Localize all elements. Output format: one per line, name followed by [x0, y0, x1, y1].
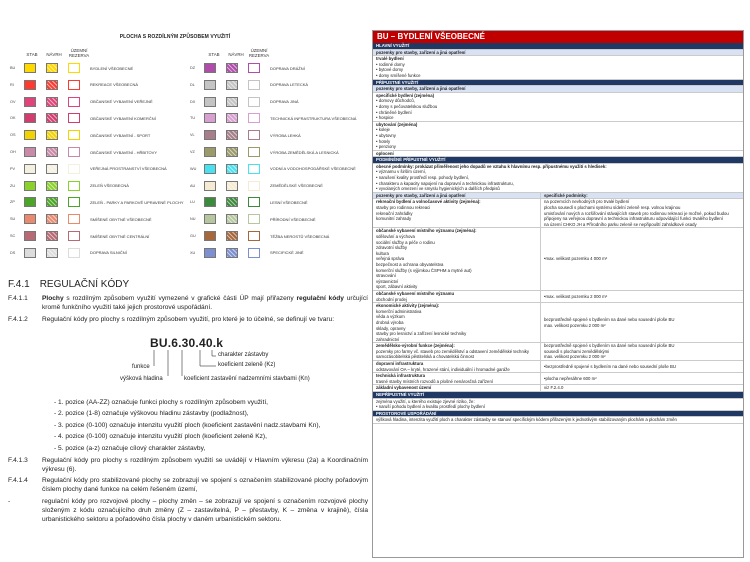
legend-swatch-rezerva: [68, 97, 80, 107]
legend-row-vz: [190, 146, 339, 158]
paragraph-text: Regulační kódy pro stabilizované plochy se zobrazují ve spojení s označením stabilizované plochy pořadovým číslem plochy dané funkce na celém řešeném území,: [42, 477, 368, 493]
legend-code: DL: [190, 82, 195, 87]
legend-row-zp: [10, 196, 184, 208]
legend-code: DS: [10, 250, 16, 255]
legend-swatch-stab: [204, 113, 216, 123]
legend-swatch-stab: [24, 164, 36, 174]
legend-swatch-navrh: [226, 147, 238, 157]
legend-label: DOPRAVA LETECKÁ: [270, 82, 309, 88]
label-funkce: funkce: [132, 364, 150, 370]
legend-swatch-rezerva: [248, 97, 260, 107]
paragraph-text: Regulační kódy pro plochy s rozdílným způsobem využití, pro které je to účelné, se definují ve tvaru:: [42, 316, 335, 323]
legend-swatch-rezerva: [68, 231, 80, 241]
list-item: • koleje: [376, 127, 740, 133]
legend-head-navrh: NÁVRH: [46, 52, 62, 57]
list-item: • domovy důchodců,: [376, 98, 740, 104]
legend-swatch-navrh: [46, 197, 58, 207]
legend-row-dx: [190, 96, 299, 108]
legend-code: SC: [10, 234, 16, 238]
legend-row-su: [10, 213, 152, 225]
list-item: • naruší pohodu bydlení a kvalitu prostředí plochy bydlení: [376, 404, 740, 410]
position-item: - 4. pozice (0-100) označuje intenzitu využití ploch (koeficient zeleně Kz),: [54, 433, 267, 441]
paragraph-number: F.4.1.1: [8, 295, 28, 302]
legend-swatch-stab: [204, 181, 216, 191]
row-obcanske-1: občanské vybavení místního významu (zejména): sdělování a výchova sociální služby a péče o rodinu zdravotní služby kultura veřejná správa bezpečnost a ochrana obyvatelstva komerční služby (s výjimkou ČSPHM a mytné aut) stravování výstavnictví sport, zábavní aktivity • max. velikost pozemku 4 000 m²: [373, 228, 743, 291]
legend-swatch-stab: [24, 113, 36, 123]
label-kn: koeficient zastavění nadzemními stavbami (Kn): [184, 376, 310, 382]
list-item: rekreační zahrádky: [376, 210, 413, 216]
legend-row-xu: [190, 247, 304, 259]
list-item: odstavování OA – kryté, hrazené stání, individuální i hromadné garáže: [376, 366, 510, 372]
list-item: max. velikost pozemku 2 000 m²: [544, 354, 606, 360]
list-item: obchodní prodej: [376, 296, 407, 302]
row-ekonomicke: ekonomické aktivity (zejména): komerční administrativa věda a výzkum drobná výroba sklady, opravny stavby pro lesnictví a zařízení lesnické techniky zahradnictví bezprostředně spojené s bydlením na dané nebo sousední ploše BU max. velikost pozemku 2 000 m²: [373, 303, 743, 343]
legend-swatch-navrh: [46, 113, 58, 123]
row-pripustne: PŘÍPUSTNÉ VYUŽITÍ: [373, 80, 743, 87]
list-item: • chráněné bydlení: [376, 110, 740, 116]
list-item: sklady, opravny: [376, 325, 406, 331]
list-item: trasné stavby místních rozvodů a plošné nenárosčná zařízení: [376, 378, 494, 384]
legend-swatch-rezerva: [68, 113, 80, 123]
paragraph-dash: [8, 497, 368, 527]
legend-row-bu: [10, 62, 133, 74]
row-pozemky-2: pozemky pro stavby, zařízení a jiná opatření: [373, 86, 743, 93]
paragraph-number: F.4.1.2: [8, 316, 28, 323]
legend-code: OV: [10, 99, 16, 104]
legend-swatch-navrh: [46, 147, 58, 157]
legend-title: PLOCHA S ROZDÍLNÝM ZPŮSOBEM VYUŽITÍ: [119, 34, 231, 40]
list-item: • narušení kvality prostředí resp. pohody bydlení,: [376, 175, 740, 181]
legend-label: SMÍŠENÉ OBYTNÉ VŠEOBECNÉ: [90, 216, 152, 222]
legend-head-navrh-2: NÁVRH: [228, 52, 244, 57]
legend-label: DOPRAVA DRÁŽNÍ: [270, 65, 305, 71]
legend-row-oh: [10, 146, 157, 158]
paragraph-f412: [8, 315, 368, 327]
row-spec: specifické bydlení (zejména) • domovy důchodců, • domy s pečovatelskou službou • chráněné bydlení • hospice: [373, 93, 743, 122]
legend-code: XU: [190, 250, 196, 255]
legend-swatch-stab: [24, 80, 36, 90]
legend-swatch-stab: [204, 147, 216, 157]
legend-swatch-navrh: [226, 130, 238, 140]
legend-row-dl: [190, 79, 308, 91]
list-item: samozásobitelská pěstitelská a chovatelská činnost: [376, 354, 474, 360]
paragraph-number: F.4.1.4: [8, 477, 28, 484]
legend-swatch-rezerva: [248, 80, 260, 90]
legend-swatch-rezerva: [68, 164, 80, 174]
paragraph-text: Regulační kódy pro plochy s rozdílným způsobem využití se uvádějí v Hlavním výkresu (2a) a Koordinačním výkresu (6).: [42, 457, 368, 473]
legend-row-ds: [10, 247, 127, 259]
legend-label: ZELEŇ - PARKY A PARKOVĚ UPRAVENÉ PLOCHY: [90, 199, 184, 205]
list-item: • hospice: [376, 115, 740, 121]
legend-swatch-rezerva: [68, 80, 80, 90]
position-item: - 3. pozice (0-100) označuje intenzitu využití ploch (koeficient zastavění nadz.stavbami Kn),: [54, 421, 321, 429]
legend-row-dz: [190, 62, 305, 74]
legend-row-nu: [190, 213, 316, 225]
row-prostorove-body: výšková hladina, intenzita využití ploch a charakter zástavby se stanoví specifickým kódem přiřazeným k jednotlivým stabilizovaným plochám a plochám změn: [373, 417, 743, 424]
legend-swatch-navrh: [226, 113, 238, 123]
list-item: bezprostředně spojené s bydlením na dané nebo sousední ploše BU: [544, 343, 675, 349]
list-item: kultura: [376, 250, 389, 256]
legend-swatch-navrh: [226, 164, 238, 174]
row-col-headers: pozemky pro stavby, zařízení a jiná opatření specifické podmínky:: [373, 193, 743, 200]
list-item: výstavnictví: [376, 278, 399, 284]
legend-swatch-stab: [24, 130, 36, 140]
legend-code: DZ: [190, 66, 196, 70]
label-vyska: výšková hladina: [120, 376, 163, 382]
legend-swatch-rezerva: [248, 214, 260, 224]
legend-swatch-stab: [204, 248, 216, 258]
legend-swatch-rezerva: [68, 248, 80, 258]
legend-label: DOPRAVA JINÁ: [270, 99, 299, 105]
list-item: komunitní zahrady: [376, 216, 412, 222]
legend-code: WU: [190, 166, 197, 171]
list-item: komerční služby (s výjimkou ČSPHM a mytné aut): [376, 267, 472, 273]
legend-code: PV: [10, 166, 16, 171]
row-doprava: dopravní infrastruktura odstavování OA – kryté, hrazené stání, individuální i hromadné garáže • bezprostředně spojené s bydlením na dané nebo sousední ploše BU: [373, 361, 743, 373]
legend-row-pv: [10, 163, 167, 175]
list-item: věda a výzkum: [376, 314, 405, 320]
legend-label: ZELEŇ VŠEOBECNÁ: [90, 183, 129, 189]
list-item: • domy s pečovatelskou službou: [376, 104, 740, 110]
position-item: - 1. pozice (AA-ZZ) označuje funkci plochy s rozdílným způsobem využití,: [54, 399, 269, 406]
legend-label: BYDLENÍ VŠEOBECNÉ: [90, 65, 134, 71]
legend-swatch-rezerva: [248, 231, 260, 241]
legend-swatch-navrh: [226, 231, 238, 241]
regulation-code: BU.6.30.40.k: [150, 336, 224, 350]
legend-swatch-navrh: [226, 181, 238, 191]
row-bydleni: trvalé bydlení • rodinné domy • bytové domy • domy smíšené funkce: [373, 56, 743, 79]
label-kz: koeficient zeleně (Kz): [218, 362, 276, 368]
legend-swatch-stab: [24, 214, 36, 224]
list-item: umisťování nových a rozšiřování stávajících staveb pro rodinnou rekreaci je možné, pokud budou připojeny na veřejnou dopravní a technickou infrastrukturu odpovídající funkci trvalého bydlení: [544, 210, 729, 222]
legend-row-zu: [10, 180, 129, 192]
legend-swatch-navrh: [226, 197, 238, 207]
section-title: [8, 279, 129, 290]
legend-swatch-rezerva: [68, 130, 80, 140]
legend-swatch-navrh: [46, 231, 58, 241]
list-item: • významu v širším území,: [376, 169, 740, 175]
legend-swatch-rezerva: [248, 248, 260, 258]
legend-swatch-stab: [204, 164, 216, 174]
legend-label: VODNÍ A VODOHOSPODÁŘSKÉ VŠEOBECNÉ: [270, 166, 356, 172]
list-item: • rodinné domy: [376, 62, 740, 68]
legend-row-wu: [190, 163, 356, 175]
legend-swatch-stab: [24, 147, 36, 157]
legend-row-ri: [10, 79, 138, 91]
list-item: • domy smíšené funkce: [376, 73, 740, 79]
legend-code: AU: [190, 183, 196, 188]
list-item: pozemky pro farmy vč. staveb pro zemědělství a odstavení zemědělské techniky: [376, 348, 530, 354]
legend-swatch-navrh: [46, 130, 58, 140]
legend-swatch-navrh: [46, 164, 58, 174]
list-item: zahradnictví: [376, 336, 400, 342]
legend-label: SMÍŠENÉ OBYTNÉ CENTRÁLNÍ: [90, 233, 150, 239]
legend-code: DX: [190, 99, 196, 104]
label-charakter: charakter zástavby: [218, 352, 269, 358]
row-zakladni: základní vybavenost území viz F.2.4.0: [373, 385, 743, 392]
legend-swatch-stab: [204, 80, 216, 90]
paragraph-f413: [8, 456, 368, 476]
legend-row-ov: [10, 96, 153, 108]
legend-row-vl: [190, 129, 301, 141]
legend-swatch-rezerva: [248, 164, 260, 174]
legend-code: OS: [10, 133, 16, 138]
legend-code: TU: [190, 116, 196, 121]
row-podminky: obecné podmínky: prokázat přiměřenost jeho dopadů ve vztahu k hlavnímu resp. přípustnému využití s hledisek: • významu v širším území, • narušení kvality prostředí resp. pohody bydlení, • charakteru a kapacity napojení na dopravní a technickou infrastrukturu, • vyvolaných omezení ve smyslu hygienických a dalších předpisů: [373, 164, 743, 193]
legend-label: OBČANSKÉ VYBAVENÍ - HŘBITOVY: [90, 149, 157, 155]
regulation-table: [372, 30, 744, 558]
legend-label: ZEMĚDĚLSKÉ VŠEOBECNÉ: [270, 183, 323, 189]
legend-swatch-stab: [24, 231, 36, 241]
list-item: sport, zábavní aktivity: [376, 284, 418, 290]
section-heading: REGULAČNÍ KÓDY: [39, 279, 130, 290]
row-obcanske-2: občanské vybavení místního významu obchodní prodej • max. velikost pozemku 2 000 m²: [373, 291, 743, 303]
row-ubyt: ubytování (zejména) • koleje • ubytovny • hotely • penziony: [373, 122, 743, 151]
legend-code: VZ: [190, 150, 195, 154]
legend-swatch-rezerva: [68, 147, 80, 157]
legend-swatch-navrh: [46, 214, 58, 224]
legend-row-tu: [190, 112, 356, 124]
paragraph-f414: [8, 476, 368, 496]
list-item: plocha sousedí s plochami systému sídelní zeleně resp. volnou krajinou: [544, 205, 681, 211]
paragraph-f411: [8, 294, 368, 314]
legend-label: OBČANSKÉ VYBAVENÍ KOMERČNÍ: [90, 115, 156, 121]
legend-code: NU: [190, 217, 196, 222]
legend-swatch-rezerva: [68, 181, 80, 191]
list-item: • charakteru a kapacity napojení na dopravní a technickou infrastrukturu,: [376, 181, 740, 187]
legend-swatch-navrh: [226, 214, 238, 224]
legend-label: TECHNICKÁ INFRASTRUKTURA VŠEOBECNÁ: [270, 115, 357, 121]
list-item: drobná výroba: [376, 319, 404, 325]
list-item: na území CHKO JH a Přírodního parku zeleně se nepřipouští zahrádkové osady: [544, 221, 697, 227]
legend-swatch-rezerva: [248, 113, 260, 123]
legend-label: REKREACE VŠEOBECNÁ: [90, 82, 139, 88]
legend-swatch-stab: [24, 181, 36, 191]
legend-swatch-stab: [24, 97, 36, 107]
row-oploceni: oplocení: [373, 151, 743, 158]
list-item: zdravotní služby: [376, 245, 408, 251]
legend-swatch-rezerva: [68, 197, 80, 207]
list-item: • ubytovny: [376, 133, 740, 139]
legend-code: SU: [10, 217, 16, 222]
left-page: [0, 0, 368, 562]
legend-swatch-navrh: [46, 80, 58, 90]
legend-swatch-stab: [204, 197, 216, 207]
legend-swatch-navrh: [46, 97, 58, 107]
legend-code: LU: [190, 200, 195, 205]
list-item: stavby pro lesnictví a zařízení lesnické techniky: [376, 331, 467, 337]
legend-head-stab: STAB: [26, 52, 38, 57]
legend-row-sc: [10, 230, 149, 242]
list-item: • hotely: [376, 139, 740, 145]
legend-head-stab-2: STAB: [208, 52, 220, 57]
list-item: bezprostředně spojené s bydlením na dané nebo sousední ploše BU: [544, 317, 675, 323]
legend-swatch-navrh: [46, 63, 58, 73]
legend-code: RI: [10, 82, 14, 87]
position-item: - 5. pozice (a-z) označuje cílový charakter zástavby,: [54, 444, 206, 452]
row-prostorove: PROSTOROVÉ USPOŘÁDÁNÍ: [373, 411, 743, 418]
legend-swatch-navrh: [226, 80, 238, 90]
row-nepripustne-body: zejména využití, u kterého existuje zjevné riziko, že: • naruší pohodu bydlení a kvalitu prostředí plochy bydlení: [373, 399, 743, 411]
legend-label: PŘÍRODNÍ VŠEOBECNÉ: [270, 216, 316, 222]
legend-code: OH: [10, 150, 16, 154]
legend-swatch-rezerva: [248, 181, 260, 191]
legend-label: DOPRAVA SILNIČNÍ: [90, 250, 127, 256]
legend-code: BU: [10, 66, 16, 70]
legend-swatch-rezerva: [68, 63, 80, 73]
legend-label: OBČANSKÉ VYBAVENÍ - SPORT: [90, 132, 151, 138]
row-podminene: PODMÍNĚNÉ PŘÍPUSTNÉ VYUŽITÍ: [373, 157, 743, 164]
legend-swatch-stab: [204, 97, 216, 107]
list-item: na pozemcích nevhodných pro trvalé bydlení: [544, 199, 630, 205]
row-technicka: technická infrastruktura trasné stavby místních rozvodů a plošné nenárosčná zařízení • plocha nepřesáhne 600 m²: [373, 373, 743, 385]
legend-code: VL: [190, 133, 195, 138]
legend-swatch-stab: [204, 130, 216, 140]
legend-row-ok: [10, 112, 156, 124]
paragraph-text: Plochy s rozdílným způsobem využití vymezené v grafické části ÚP mají přiřazeny regulační kódy určující kromě funkčního využití také jejich prostorové uspořádání.: [42, 295, 368, 311]
legend-row-gu: [190, 230, 329, 242]
legend-row-lu: [190, 196, 308, 208]
legend-swatch-rezerva: [248, 63, 260, 73]
position-item: - 2. pozice (1-8) označuje výškovou hladinu zástavby (podlažnost),: [54, 410, 249, 418]
legend-swatch-stab: [204, 214, 216, 224]
legend-swatch-navrh: [46, 248, 58, 258]
legend-swatch-stab: [24, 197, 36, 207]
paragraph-number: F.4.1.3: [8, 457, 28, 464]
legend-head-rezerva-2: ÚZEMNÍ REZERVA: [248, 48, 270, 58]
list-item: • penziony: [376, 144, 740, 150]
legend-swatch-stab: [204, 63, 216, 73]
legend-swatch-rezerva: [248, 130, 260, 140]
list-item: • bytové domy: [376, 67, 740, 73]
legend-swatch-rezerva: [248, 147, 260, 157]
legend-swatch-stab: [204, 231, 216, 241]
paragraph-number: -: [8, 498, 11, 505]
legend-label: VEŘEJNÁ PROSTRANSTVÍ VŠEOBECNÁ: [90, 166, 167, 172]
list-item: stavby pro rodinnou rekreaci: [376, 205, 431, 211]
legend-swatch-stab: [24, 63, 36, 73]
legend-swatch-rezerva: [248, 197, 260, 207]
row-zemedelske: zemědělsko-výrobní funkce (zejména): pozemky pro farmy vč. staveb pro zemědělství a odstavení zemědělské techniky samozásobitelská pěstitelská a chovatelská činnost bezprostředně spojené s bydlením na dané nebo sousední ploše BU sousedí s plochami zemědělskými max. velikost pozemku 2 000 m²: [373, 343, 743, 361]
legend-swatch-navrh: [46, 181, 58, 191]
list-item: • vyvolaných omezení ve smyslu hygienických a dalších předpisů: [376, 186, 740, 192]
table-title: BU – BYDLENÍ VŠEOBECNÉ: [373, 31, 743, 43]
row-hlavni: HLAVNÍ VYUŽITÍ: [373, 43, 743, 50]
list-item: bezpečnost a ochrana obyvatelstva: [376, 261, 444, 267]
list-item: sdělování a výchova: [376, 234, 415, 239]
legend-row-os: [10, 129, 150, 141]
list-item: sociální služby a péče o rodinu: [376, 239, 435, 245]
list-item: stravování: [376, 273, 396, 279]
list-item: max. velikost pozemku 2 000 m²: [544, 322, 606, 328]
legend-label: SPECIFICKÉ JINÉ: [270, 250, 304, 256]
legend-label: VÝROBA LEHKÁ: [270, 132, 301, 138]
legend-code: OK: [10, 116, 16, 121]
legend-head-rezerva: ÚZEMNÍ REZERVA: [68, 48, 90, 58]
list-item: sousedí s plochami zemědělskými: [544, 348, 610, 354]
legend-swatch-navrh: [226, 63, 238, 73]
legend-swatch-stab: [24, 248, 36, 258]
paragraph-text: regulační kódy pro rozvojové plochy – plochy změn – se zobrazují ve spojení s označením rozvojové plochy složeným z kódu označujícího druh změny (Z – zastavitelná, P – přestavby, K – změna v krajině), čísla urbanistického sektoru a pořadového čísla plochy v daném urbanistickém sektoru.: [42, 498, 368, 523]
legend-swatch-navrh: [226, 248, 238, 258]
list-item: komerční administrativa: [376, 308, 422, 314]
legend-label: OBČANSKÉ VYBAVENÍ VEŘEJNÉ: [90, 99, 153, 105]
row-rekreace: rekreační bydlení a volnočasové aktivity (zejména): stavby pro rodinnou rekreaci rekreační zahrádky komunitní zahrady na pozemcích nevhodných pro trvalé bydlení plocha sousedí s plochami systému sídelní zeleně resp. volnou krajinou umisťování nových a rozšiřování stávajících staveb pro rodinnou rekreaci je možné, pokud budou připojeny na veřejnou dopravní a technickou infrastrukturu odpovídající funkci trvalého bydlení na území CHKO JH a Přírodního parku zeleně se nepřipouští zahrádkové osady: [373, 199, 743, 228]
section-number: F.4.1: [8, 279, 30, 290]
regulation-code-diagram: [112, 336, 312, 392]
legend-label: TĚŽBA NEROSTŮ VŠEOBECNÁ: [270, 233, 330, 239]
legend-label: VÝROBA ZEMĚDĚLSKÁ A LESNICKÁ: [270, 149, 339, 155]
legend-swatch-navrh: [226, 97, 238, 107]
row-nepripustne: NEPŘÍPUSTNÉ VYUŽITÍ: [373, 392, 743, 399]
legend-label: LESNÍ VŠEOBECNÉ: [270, 199, 308, 205]
legend-swatch-rezerva: [68, 214, 80, 224]
legend-code: ZU: [10, 183, 16, 188]
row-pozemky-1: pozemky pro stavby, zařízení a jiná opatření: [373, 50, 743, 57]
list-item: veřejná správa: [376, 256, 405, 262]
legend-row-au: [190, 180, 323, 192]
legend-code: ZP: [10, 200, 15, 205]
legend-code: GU: [190, 234, 196, 238]
